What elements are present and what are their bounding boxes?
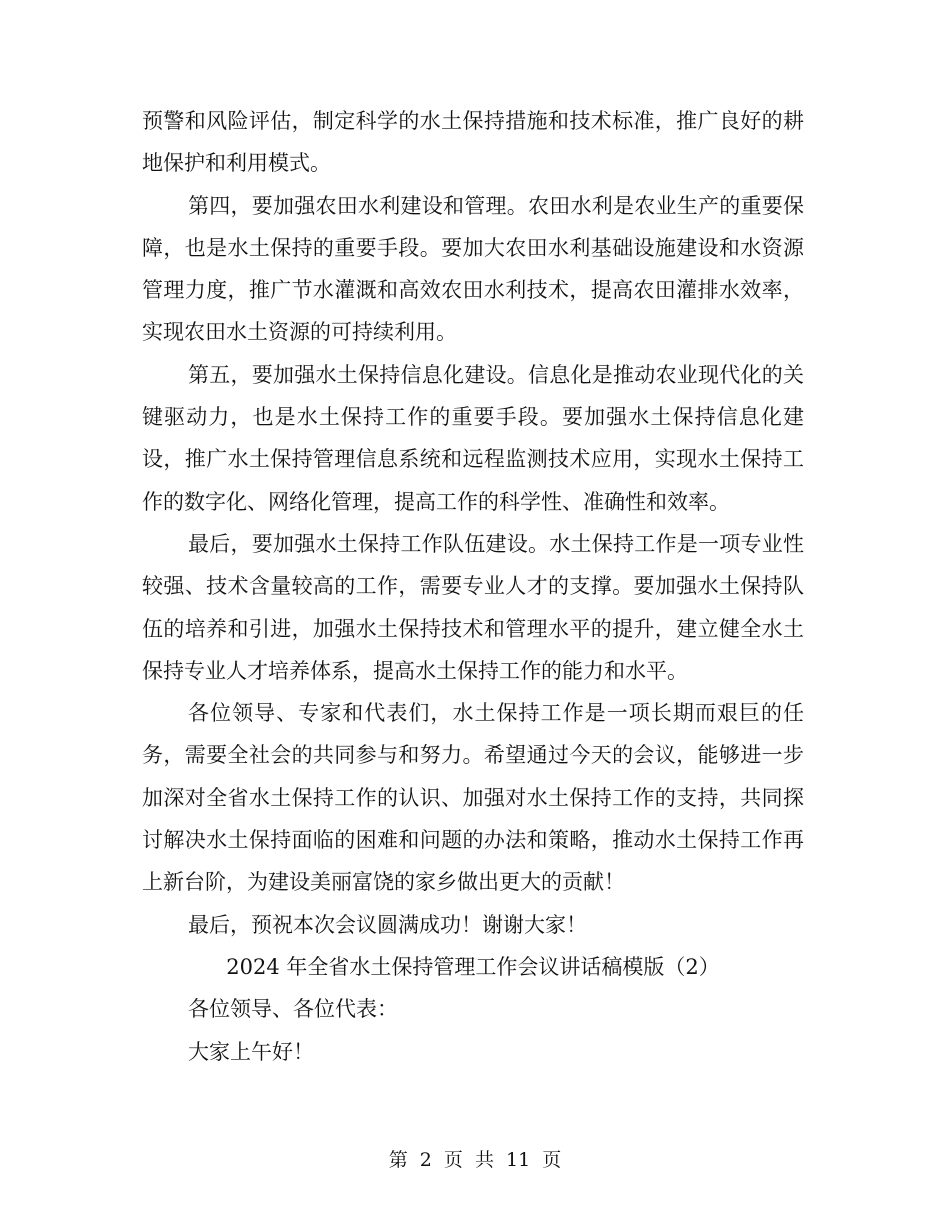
- document-body: [142, 100, 804, 1073]
- paragraph-address: 各位领导、专家和代表们，水土保持工作是一项长期而艰巨的任务，需要全社会的共同参与和努力。希望通过今天的会议，能够进一步加深对全省水土保持工作的认识、加强对水土保持工作的支持，共同探讨解决水土保持面临的困难和问题的办法和策略，推动水土保持工作再上新台阶，为建设美丽富饶的家乡做出更大的贡献！: [142, 701, 804, 895]
- salutation: 大家上午好！: [188, 1039, 314, 1064]
- greeting: 各位领导、各位代表：: [188, 997, 398, 1022]
- paragraph-closing: 最后，预祝本次会议圆满成功！谢谢大家！: [188, 912, 587, 937]
- paragraph-continuation: 预警和风险评估，制定科学的水土保持措施和技术标准，推广良好的耕地保护和利用模式。: [142, 109, 804, 176]
- section-title: 2024 年全省水土保持管理工作会议讲话稿模版（2）: [226, 954, 720, 979]
- paragraph-fifth: 第五，要加强水土保持信息化建设。信息化是推动农业现代化的关键驱动力，也是水土保持工作的重要手段。要加强水土保持信息化建设，推广水土保持管理信息系统和远程监测技术应用，实现水土保持工作的数字化、网络化管理，提高工作的科学性、准确性和效率。: [142, 362, 804, 514]
- paragraph-last-point: 最后，要加强水土保持工作队伍建设。水土保持工作是一项专业性较强、技术含量较高的工作，需要专业人才的支撑。要加强水土保持队伍的培养和引进，加强水土保持技术和管理水平的提升，建立健全水土保持专业人才培养体系，提高水土保持工作的能力和水平。: [142, 531, 804, 683]
- paragraph-fourth: 第四，要加强农田水利建设和管理。农田水利是农业生产的重要保障，也是水土保持的重要手段。要加大农田水利基础设施建设和水资源管理力度，推广节水灌溉和高效农田水利技术，提高农田灌排水效率，实现农田水土资源的可持续利用。: [142, 193, 804, 345]
- page-footer: 第 2 页 共 11 页: [388, 1149, 562, 1171]
